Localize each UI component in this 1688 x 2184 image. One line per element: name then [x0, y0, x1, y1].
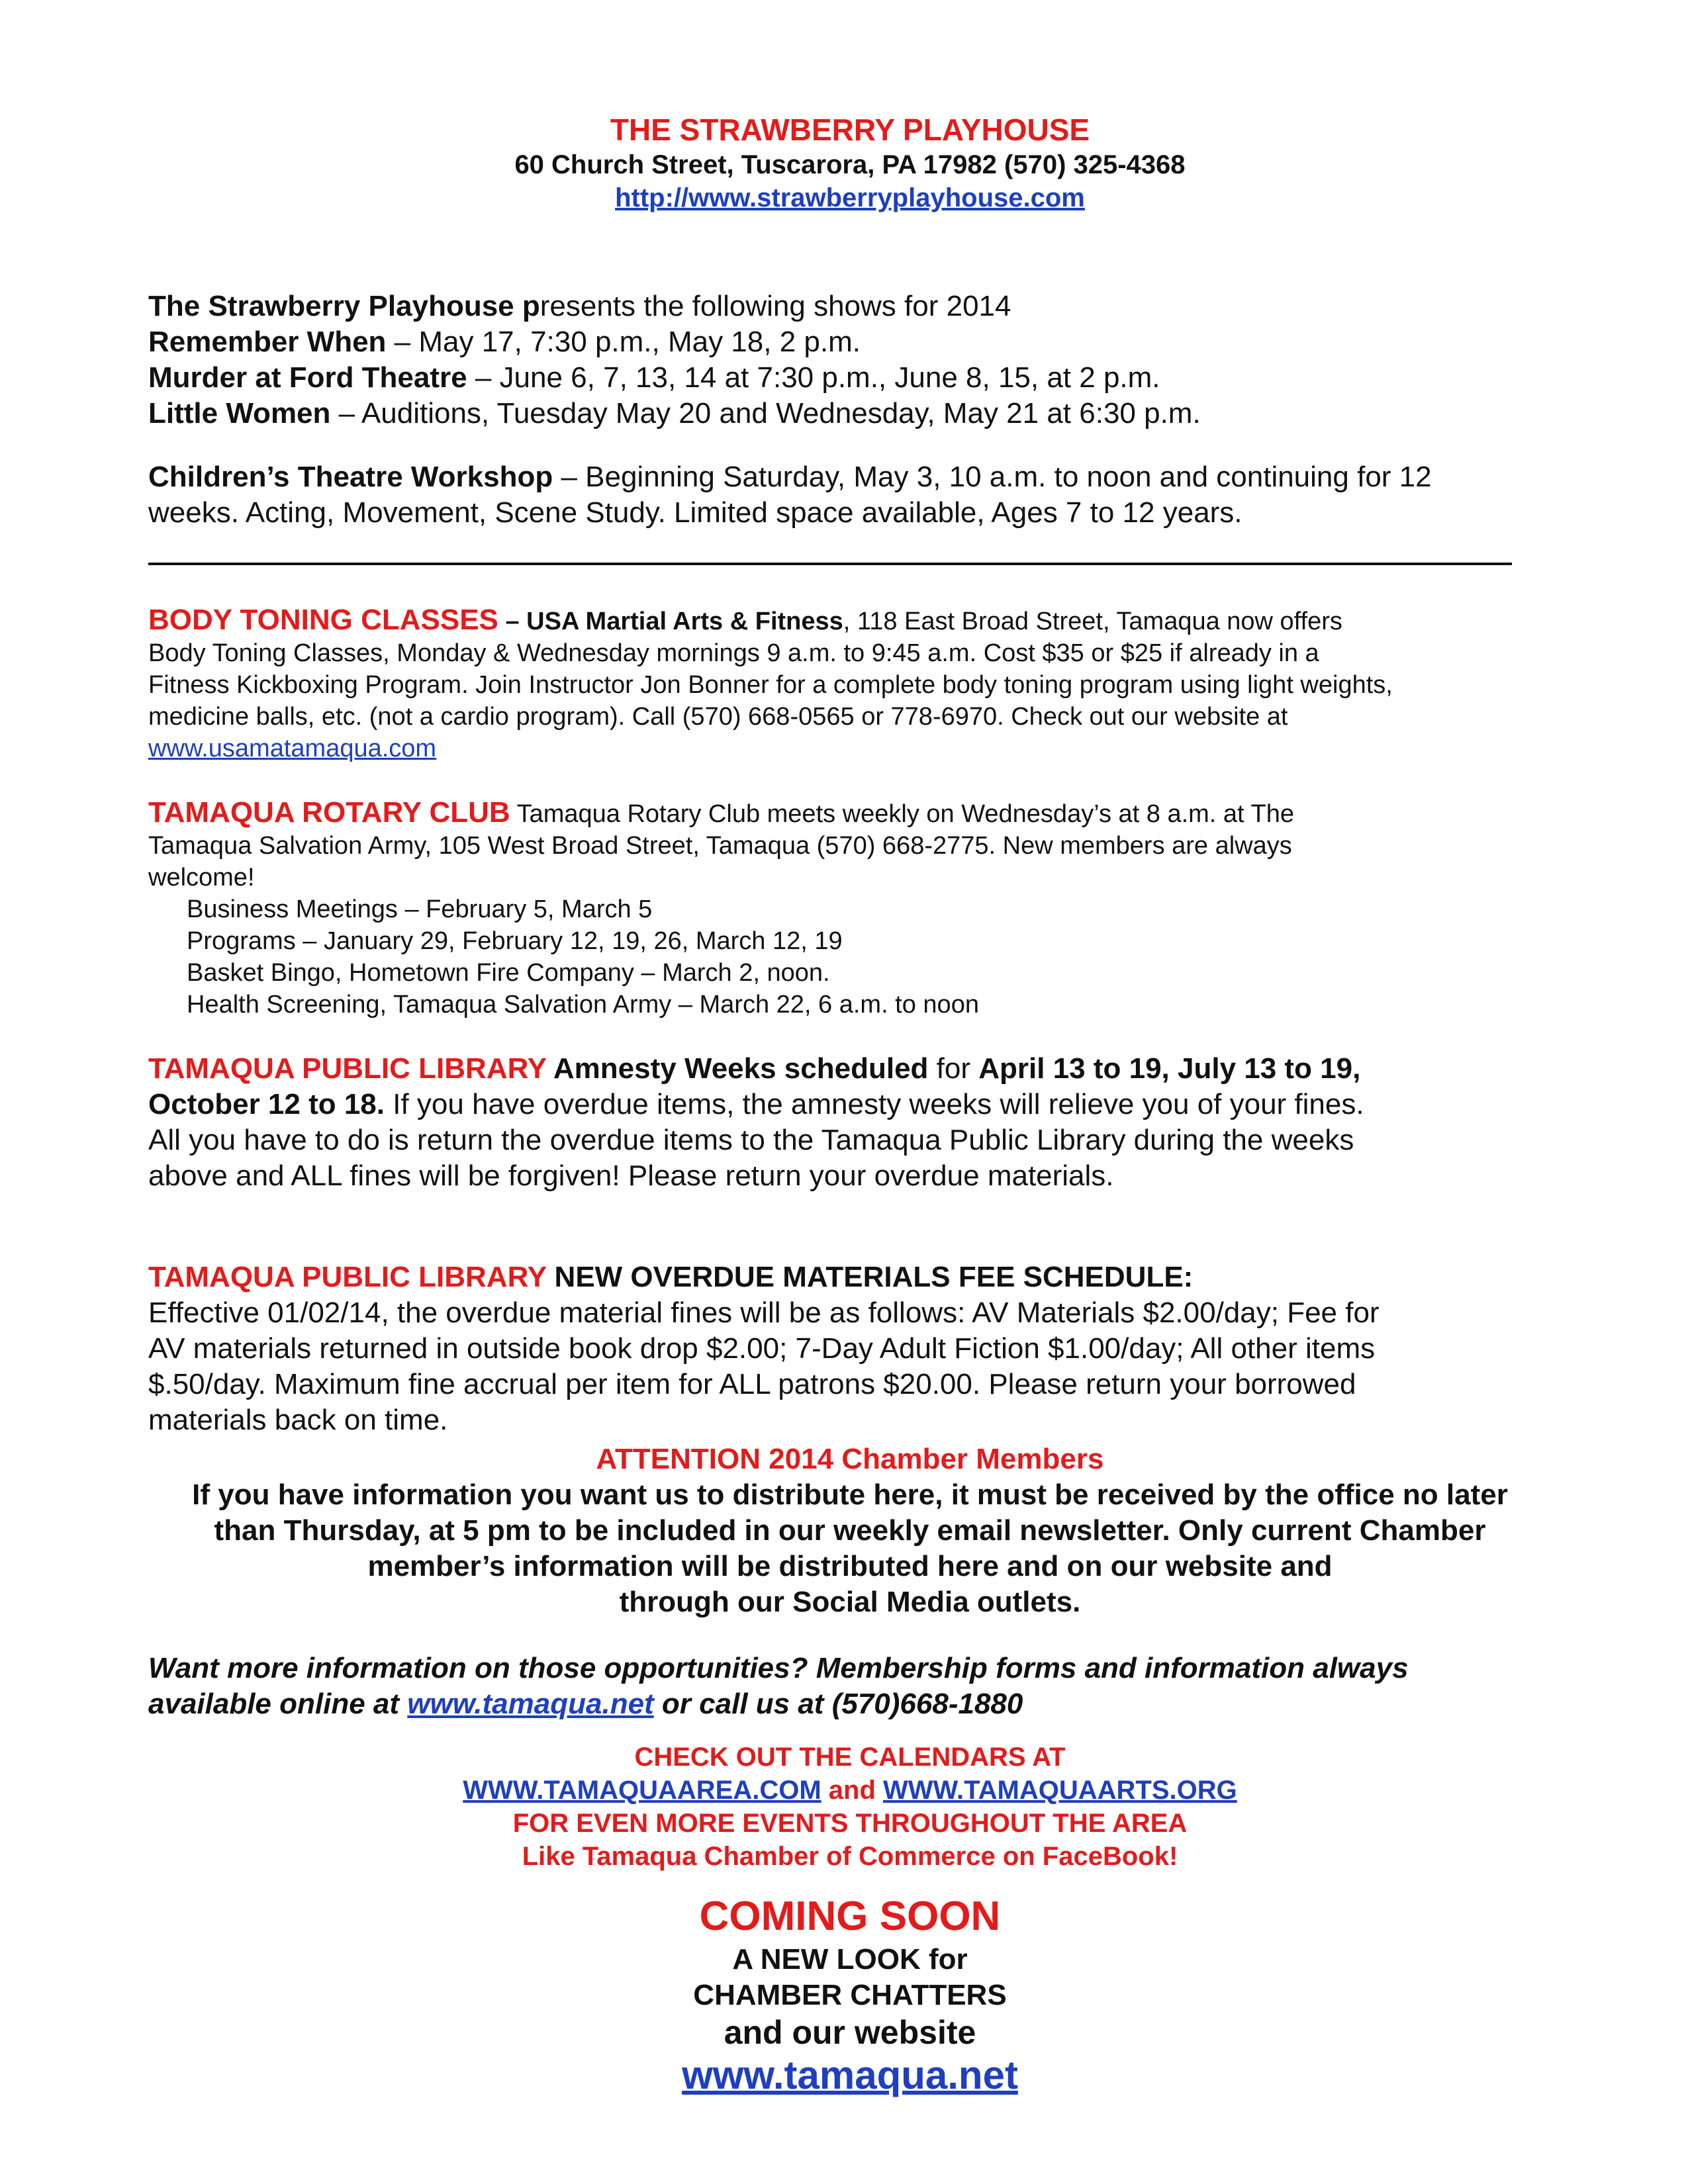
playhouse-title: THE STRAWBERRY PLAYHOUSE [610, 113, 1090, 147]
usama-website-link[interactable]: www.usamatamaqua.com [148, 735, 437, 762]
body-toning-section: BODY TONING CLASSES – USA Martial Arts & Fitness, 118 East Broad Street, Tamaqua now offers Body Toning Classes, Monday & Wednesday mornings 9 a.m. to 9:45 a.m. Cost $35 or $25 if already in a Fitness Kickboxing Program. Join Instructor Jon Bonner for a complete body toning program using light weights, medicine balls, etc. (not a cardio program). Call (570) 668-0565 or 778-6970. Check out our website at www.usamatamaqua.com [148, 604, 1393, 762]
library-amnesty-heading: TAMAQUA PUBLIC LIBRARY [148, 1052, 547, 1085]
show-item: Murder at Ford Theatre – June 6, 7, 13, 14 at 7:30 p.m., June 8, 15, at 2 p.m. [148, 361, 1160, 394]
tamaquaarea-link[interactable]: WWW.TAMAQUAAREA.COM [463, 1776, 821, 1805]
coming-soon-website-link[interactable]: www.tamaqua.net [682, 2053, 1018, 2097]
membership-section: Want more information on those opportunities? Membership forms and information always available online at www.tamaqua.net or call us at (570)668-1880 [148, 1652, 1409, 1720]
childrens-workshop: Children’s Theatre Workshop – Beginning Saturday, May 3, 10 a.m. to noon and continuing for 12 weeks. Acting, Movement, Scene Study. Limited space available, Ages 7 to 12 years. [148, 461, 1432, 529]
rotary-item: Business Meetings – February 5, March 5 [187, 895, 653, 923]
playhouse-address: 60 Church Street, Tuscarora, PA 17982 (570) 325-4368 [514, 150, 1186, 179]
tamaquaarts-link[interactable]: WWW.TAMAQUAARTS.ORG [883, 1776, 1237, 1805]
rotary-item: Basket Bingo, Hometown Fire Company – March 2, noon. [187, 959, 830, 987]
playhouse-website-link[interactable]: http://www.strawberryplayhouse.com [615, 183, 1085, 212]
rotary-item: Programs – January 29, February 12, 19, 26, March 12, 19 [187, 927, 843, 955]
library-fees-section: TAMAQUA PUBLIC LIBRARY NEW OVERDUE MATERIALS FEE SCHEDULE: Effective 01/02/14, the overdue material fines will be as follows: AV Materials $2.00/day; Fee for AV materials returned in outside book drop $2.00; 7-Day Adult Fiction $1.00/day; All other items $.50/day. Maximum fine accrual per item for ALL patrons $20.00. Please return your borrowed materials back on time. [148, 1259, 1393, 1438]
coming-soon-section: COMING SOON A NEW LOOK for CHAMBER CHATTERS and our website www.tamaqua.net [148, 1891, 1552, 2099]
show-item: Little Women – Auditions, Tuesday May 20 and Wednesday, May 21 at 6:30 p.m. [148, 397, 1201, 430]
playhouse-intro: The Strawberry Playhouse presents the following shows for 2014 [148, 290, 1011, 322]
playhouse-header [148, 111, 1552, 214]
rotary-item: Health Screening, Tamaqua Salvation Army – March 22, 6 a.m. to noon [187, 991, 979, 1019]
library-fees-heading: TAMAQUA PUBLIC LIBRARY [148, 1261, 547, 1293]
rotary-heading: TAMAQUA ROTARY CLUB [148, 796, 510, 829]
body-toning-heading: BODY TONING CLASSES [148, 604, 498, 636]
tamaqua-net-link[interactable]: www.tamaqua.net [407, 1688, 654, 1720]
attention-section: ATTENTION 2014 Chamber Members If you have information you want us to distribute here, it must be received by the office no later than Thursday, at 5 pm to be included in our weekly email newsletter. Only current Chamber member’s information will be distributed here and on our website and through our Social Media outlets. [148, 1441, 1552, 1620]
playhouse-shows [148, 289, 1552, 432]
coming-soon-heading: COMING SOON [699, 1893, 1001, 1939]
library-amnesty-section: TAMAQUA PUBLIC LIBRARY Amnesty Weeks scheduled for April 13 to 19, July 13 to 19, October 12 to 18. If you have overdue items, the amnesty weeks will relieve you of your fines. All you have to do is return the overdue items to the Tamaqua Public Library during the weeks above and ALL fines will be forgiven! Please return your overdue materials. [148, 1052, 1364, 1192]
show-item: Remember When – May 17, 7:30 p.m., May 18, 2 p.m. [148, 326, 861, 358]
library-fees-text: Effective 01/02/14, the overdue material fines will be as follows: AV Materials $2.00/day; Fee for AV materials returned in outside book drop $2.00; 7-Day Adult Fiction $1.00/day; All other items $.50/day. Maximum fine accrual per item for ALL patrons $20.00. Please return your borrowed materials back on time. [148, 1297, 1380, 1436]
section-divider [148, 563, 1512, 565]
body-toning-sponsor: USA Martial Arts & Fitness [526, 608, 843, 635]
attention-heading: ATTENTION 2014 Chamber Members [596, 1443, 1104, 1475]
calendars-section: CHECK OUT THE CALENDARS AT WWW.TAMAQUAAREA.COM and WWW.TAMAQUAARTS.ORG FOR EVEN MORE EVENTS THROUGHOUT THE AREA Like Tamaqua Chamber of Commerce on FaceBook! [463, 1743, 1237, 1871]
rotary-section: TAMAQUA ROTARY CLUB Tamaqua Rotary Club meets weekly on Wednesday’s at 8 a.m. at The Tamaqua Salvation Army, 105 West Broad Street, Tamaqua (570) 668-2775. New members are always welcome! Business Meetings – February 5, March 5 Programs – January 29, February 12, 19, 26, March 12, 19 Basket Bingo, Hometown Fire Company – March 2, noon. Health Screening, Tamaqua Salvation Army – March 22, 6 a.m. to noon [148, 797, 1393, 1021]
